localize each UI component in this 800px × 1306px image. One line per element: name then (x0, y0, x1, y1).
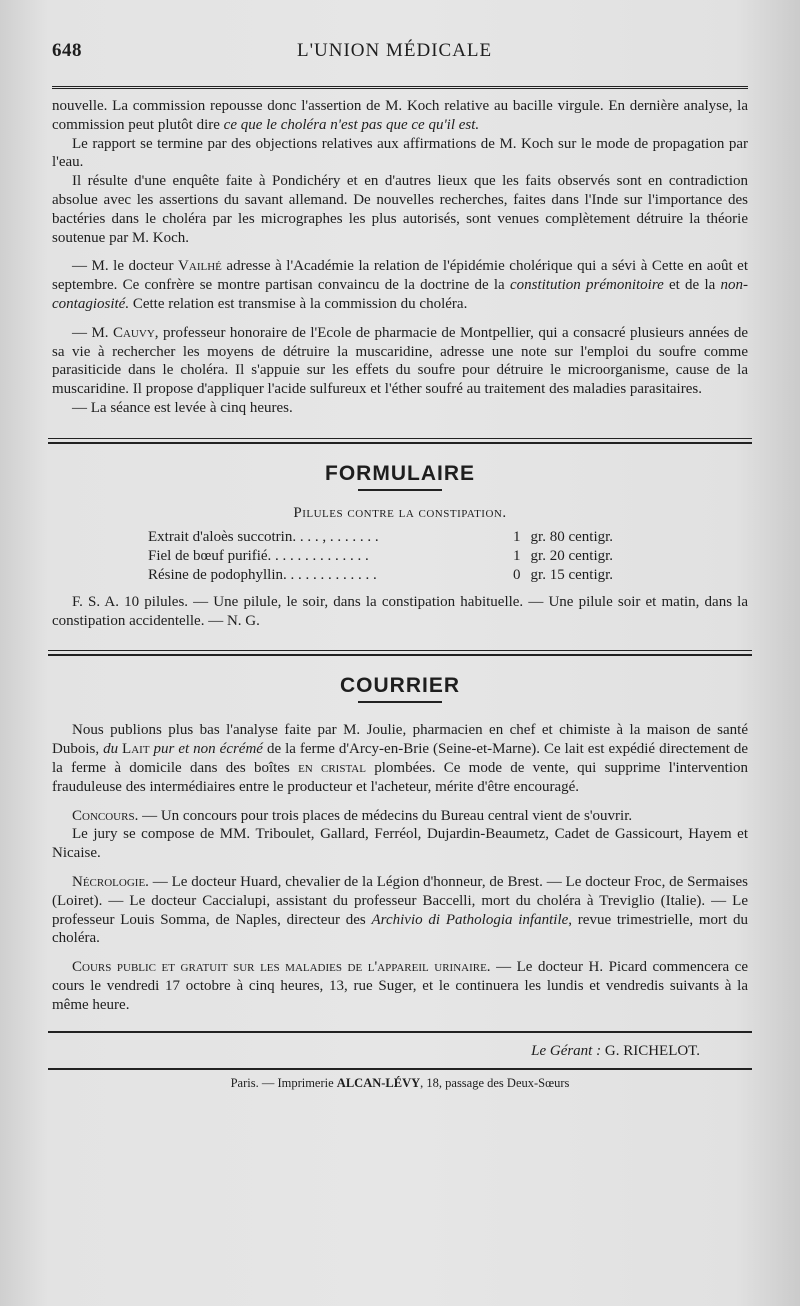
running-header (52, 40, 748, 84)
paragraph-pondichery: Il résulte d'une enquête faite à Pondichéry et en d'autres lieux que les faits observés sont en contradiction absolue avec les assertions du savant allemand. De nouvelles recherches, faites dans l'Inde sur l'importance des bactéries dans le choléra par les micrographes les plus autorisés, sont venues complètement détruire la théorie soutenue par M. Koch. (52, 173, 748, 246)
section-separator (48, 438, 752, 444)
title-underline (358, 489, 442, 491)
paragraph-cours-public: Cours public et gratuit sur les maladies de l'appareil urinaire. — Le docteur H. Picard commencera ce cours le vendredi 17 octobre à cinq heures, 13, rue Suger, et le continuera les lundis et vendredis suivants à la même heure. (52, 959, 748, 1013)
page-number: 648 (52, 40, 82, 61)
paragraph-jury: Le jury se compose de MM. Triboulet, Gallard, Ferréol, Dujardin-Beaumetz, Cadet de Gassicourt, Hayem et Nicaise. (52, 826, 748, 862)
recipe-item: Résine de podophyllin. . . . . . . . . . . . . 0 gr. 15 centigr. (148, 566, 614, 583)
printer-imprint: Paris. — Imprimerie ALCAN-LÉVY, 18, passage des Deux-Sœurs (230, 1075, 570, 1090)
paragraph-lait: Nous publions plus bas l'analyse faite par M. Joulie, pharmacien en chef et chimiste à la maison de santé Dubois, du Lait pur et non écrémé de la ferme d'Arcy-en-Brie (Seine-et-Marne). Ce lait est expédié directement de la ferme à domicile dans des boîtes en cristal plombées. Ce mode de vente, qui supprime l'intervention frauduleuse des intermédiaires entre le producteur et l'acheteur, mérite d'être encouragé. (52, 722, 749, 795)
recipe-heading: Pilules contre la constipation. (293, 504, 507, 521)
gerant-signature: Le Gérant : G. RICHELOT. (531, 1042, 700, 1059)
section-separator (48, 650, 752, 656)
footer-rule (48, 1068, 752, 1070)
bottom-rule (48, 1031, 752, 1033)
journal-title: L'UNION MÉDICALE (297, 40, 493, 61)
paragraph-rapport: Le rapport se termine par des objections relatives aux affirmations de M. Koch sur le mode de propagation par l'eau. (52, 135, 748, 171)
paragraph-seance-levee: — La séance est levée à cinq heures. (72, 399, 293, 416)
paragraph-concours: Concours. — Un concours pour trois places de médecins du Bureau central vient de s'ouvrir. (72, 807, 633, 824)
paragraph-necrologie: Nécrologie. — Le docteur Huard, chevalier de la Légion d'honneur, de Brest. — Le docteur Froc, de Sermaises (Loiret). — Le docteur Caccialupi, assistant du professeur Baccelli, mort du choléra à Treviglio (Italie). — Le professeur Louis Somma, de Naples, directeur des Archivio di Pathologia infantile, revue trimestrielle, mort du choléra. (52, 873, 748, 947)
paragraph-vailhe: — M. le docteur Vailhé adresse à l'Académie la relation de l'épidémie cholérique qui a sévi à Cette en août et septembre. Ce confrère se montre partisan convaincu de la doctrine de la constitution prémonitoire et de la non-contagiosité. Cette relation est transmise à la commission du choléra. (52, 258, 748, 312)
recipe-list (148, 528, 658, 585)
courrier-title: COURRIER (339, 674, 460, 698)
paragraph-cauvy: — M. Cauvy, professeur honoraire de l'Ecole de pharmacie de Montpellier, qui a consacré plusieurs années de sa vie à rechercher les moyens de détruire la muscaridine, adresse une note sur l'emploi du soufre comme parasiticide dans le choléra. Il s'appuie sur les effets du soufre pour détruire le microorganisme, cause de la muscaridine. Il propose d'appliquer l'acide sulfureux et l'éther soufré au traitement des maladies parasitaires. (52, 324, 748, 398)
header-rule (52, 86, 748, 89)
formulaire-title: FORMULAIRE (325, 461, 475, 485)
recipe-item: Fiel de bœuf purifié. . . . . . . . . . . . . . 1 gr. 20 centigr. (148, 547, 614, 564)
paragraph-koch-commission: nouvelle. La commission repousse donc l'assertion de M. Koch relative au bacille virgule. En dernière analyse, la commission peut plutôt dire ce que le choléra n'est pas que ce qu'il est. (52, 98, 748, 133)
recipe-item: Extrait d'aloès succotrin. . . . , . . . . . . . 1 gr. 80 centigr. (148, 528, 614, 545)
recipe-instructions: F. S. A. 10 pilules. — Une pilule, le soir, dans la constipation habituelle. — Une pilule soir et matin, dans la constipation accidentelle. — N. G. (52, 593, 748, 629)
